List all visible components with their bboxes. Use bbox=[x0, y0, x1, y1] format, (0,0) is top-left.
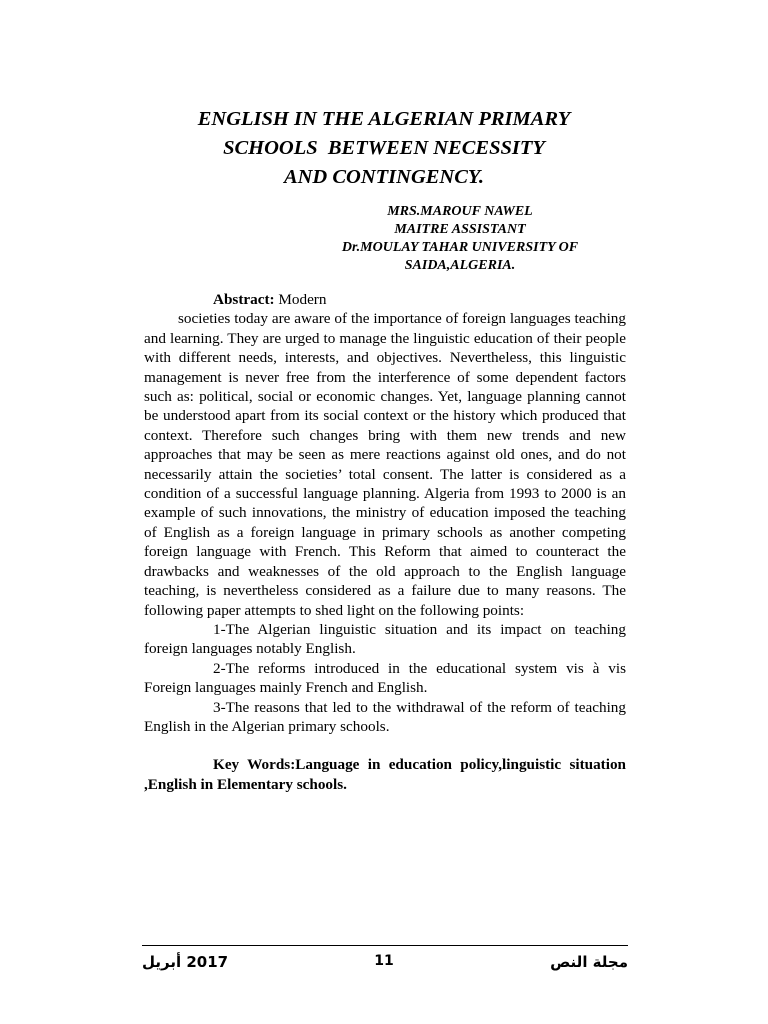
paper-title bbox=[100, 105, 668, 192]
abstract-text: societies today are aware of the importance of foreign languages teaching and learning. They are urged to manage the linguistic education of their people with different needs, interests, and objectives. Nevertheless, this linguistic management is never free from the interference of some dependent factors such as: political, social or economic changes. Yet, language planning cannot be understood apart from its social context or the history which produced that context. Therefore such changes bring with them new trends and new approaches that may be seen as mere reactions against old ones, and do not necessarily attain the societies’ total consent. The latter is considered as a condition of a successful language planning. Algeria from 1993 to 2000 is an example of such innovations, the ministry of education imposed the teaching of English as a foreign language in primary schools as another competing foreign language with French. This Reform that aimed to counteract the drawbacks and weaknesses of the old approach to the English language teaching, is nevertheless considered as a failure due to many reasons. The following paper attempts to shed light on the following points: bbox=[144, 310, 626, 619]
title-line-3: AND CONTINGENCY. bbox=[283, 166, 485, 188]
abstract-heading bbox=[144, 290, 626, 309]
page-number: 11 bbox=[374, 953, 394, 969]
abstract-point-1: 1-The Algerian linguistic situation and its impact on teaching foreign languages notably English. bbox=[144, 620, 626, 658]
footer-rule bbox=[142, 945, 628, 946]
title-line-1: ENGLISH IN THE ALGERIAN PRIMARY bbox=[197, 108, 571, 130]
abstract-label: Abstract: bbox=[213, 291, 275, 308]
abstract-point-3: 3-The reasons that led to the withdrawal of the reform of teaching English in the Algerian primary schools. bbox=[144, 698, 626, 735]
author-block bbox=[310, 203, 610, 275]
author-affiliation-line-1: Dr.MOULAY TAHAR UNIVERSITY OF bbox=[341, 240, 579, 255]
author-affiliation-line-2: SAIDA,ALGERIA. bbox=[404, 258, 516, 273]
abstract-section bbox=[144, 290, 626, 794]
title-line-2: SCHOOLS BETWEEN NECESSITY bbox=[223, 137, 545, 159]
keywords: Key Words:Language in education policy,linguistic situation ,English in Elementary schools. bbox=[144, 756, 626, 793]
author-position: MAITRE ASSISTANT bbox=[394, 222, 526, 237]
abstract-first-word: Modern bbox=[274, 291, 327, 308]
footer-date: 2017 أبريل bbox=[142, 953, 229, 971]
journal-name: مجلة النص bbox=[550, 953, 628, 971]
abstract-point-2: 2-The reforms introduced in the educational system vis à vis Foreign languages mainly French and English. bbox=[144, 659, 626, 697]
author-name: MRS.MAROUF NAWEL bbox=[387, 204, 533, 219]
